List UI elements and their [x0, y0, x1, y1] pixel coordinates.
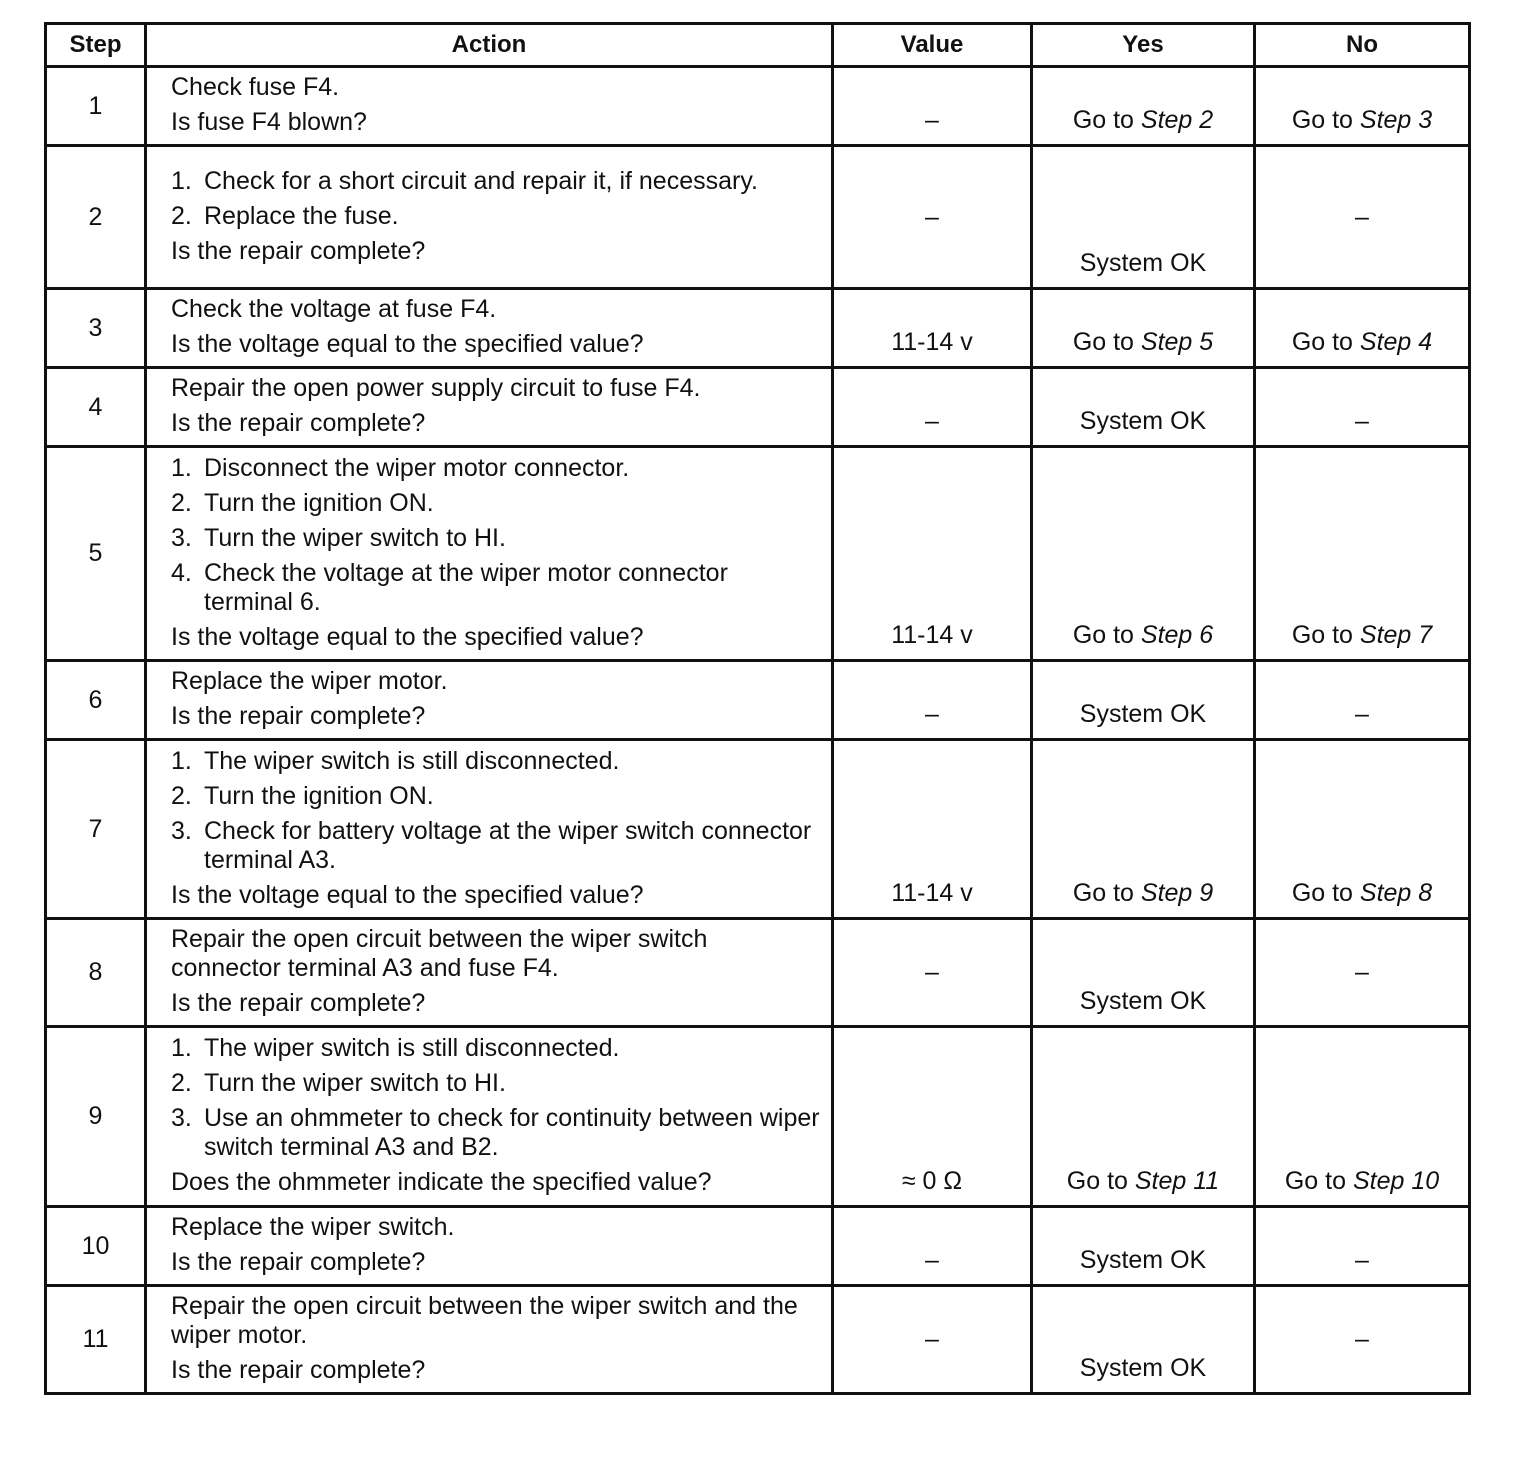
- action-cell: [146, 368, 833, 447]
- yes-cell: [1032, 740, 1255, 919]
- yes-cell: System OK: [1032, 368, 1255, 447]
- action-question: Is the repair complete?: [171, 409, 426, 437]
- table-row: [46, 67, 1470, 146]
- item-number: 3.: [171, 816, 192, 845]
- item-number: 3.: [171, 523, 192, 552]
- no-step-ref: Step 10: [1352, 1167, 1440, 1195]
- no-prefix: Go to: [1291, 328, 1360, 356]
- table-row: [46, 740, 1470, 919]
- value-cell: –: [833, 146, 1032, 289]
- action-cell: [146, 740, 833, 919]
- numbered-item: [171, 486, 821, 521]
- yes-prefix: Go to: [1066, 1167, 1135, 1195]
- numbered-item: [171, 814, 821, 878]
- yes-step-ref: Step 9: [1140, 879, 1214, 907]
- no-cell: [1255, 447, 1470, 661]
- step-number: 8: [46, 919, 146, 1027]
- item-number: 2.: [171, 1069, 192, 1097]
- header-step: Step: [46, 24, 146, 67]
- no-prefix: Go to: [1291, 621, 1360, 649]
- item-text: Check for battery voltage at the wiper switch connector terminal A3.: [204, 816, 812, 874]
- action-text: Replace the wiper switch.: [171, 1213, 455, 1241]
- no-cell: –: [1255, 661, 1470, 740]
- item-number: 2.: [171, 488, 192, 517]
- yes-step-ref: Step 11: [1134, 1167, 1220, 1195]
- item-text: The wiper switch is still disconnected.: [204, 1034, 620, 1062]
- no-step-ref: Step 3: [1359, 106, 1433, 134]
- step-number: 6: [46, 661, 146, 740]
- action-question: Does the ohmmeter indicate the specified value?: [171, 1168, 712, 1196]
- yes-cell: System OK: [1032, 919, 1255, 1027]
- item-text: Use an ohmmeter to check for continuity between wiper switch terminal A3 and B2.: [204, 1104, 820, 1161]
- header-row: [46, 24, 1470, 67]
- table-row: [46, 919, 1470, 1027]
- yes-step-ref: Step 6: [1140, 621, 1214, 649]
- value-cell: 11-14 v: [833, 740, 1032, 919]
- item-number: 3.: [171, 1104, 192, 1132]
- value-cell: 11-14 v: [833, 289, 1032, 368]
- header-yes: Yes: [1032, 24, 1255, 67]
- item-text: Disconnect the wiper motor connector.: [204, 453, 630, 482]
- table-row: [46, 1027, 1470, 1207]
- action-cell: [146, 146, 833, 289]
- yes-cell: [1032, 67, 1255, 146]
- step-number: 10: [46, 1207, 146, 1286]
- action-cell: [146, 661, 833, 740]
- value-cell: –: [833, 1286, 1032, 1394]
- table-row: [46, 368, 1470, 447]
- action-text: Repair the open circuit between the wiper switch and the wiper motor.: [171, 1292, 798, 1349]
- no-cell: [1255, 289, 1470, 368]
- item-text: Turn the ignition ON.: [204, 781, 434, 810]
- no-prefix: Go to: [1284, 1167, 1353, 1195]
- yes-cell: System OK: [1032, 661, 1255, 740]
- table-row: [46, 1207, 1470, 1286]
- action-question: Is fuse F4 blown?: [171, 108, 367, 136]
- item-number: 2.: [171, 201, 192, 230]
- item-number: 1.: [171, 166, 192, 195]
- no-cell: [1255, 67, 1470, 146]
- no-cell: –: [1255, 1286, 1470, 1394]
- no-step-ref: Step 7: [1359, 621, 1433, 649]
- numbered-item: [171, 779, 821, 814]
- action-question: Is the repair complete?: [171, 1356, 426, 1384]
- step-number: 2: [46, 146, 146, 289]
- action-question: Is the repair complete?: [171, 236, 426, 265]
- action-question: Is the repair complete?: [171, 989, 426, 1017]
- numbered-item: [171, 199, 821, 234]
- no-cell: –: [1255, 919, 1470, 1027]
- no-prefix: Go to: [1291, 879, 1360, 907]
- action-cell: [146, 919, 833, 1027]
- no-cell: [1255, 1027, 1470, 1207]
- action-question: Is the voltage equal to the specified value?: [171, 622, 644, 651]
- table-row: [46, 289, 1470, 368]
- value-cell: –: [833, 1207, 1032, 1286]
- header-no: No: [1255, 24, 1470, 67]
- step-number: 5: [46, 447, 146, 661]
- yes-cell: System OK: [1032, 1207, 1255, 1286]
- table-row: [46, 146, 1470, 289]
- yes-prefix: Go to: [1072, 879, 1141, 907]
- item-number: 1.: [171, 453, 192, 482]
- action-question: Is the repair complete?: [171, 702, 426, 730]
- step-number: 7: [46, 740, 146, 919]
- table-row: [46, 447, 1470, 661]
- yes-step-ref: Step 5: [1140, 328, 1214, 356]
- value-cell: ≈ 0 Ω: [833, 1027, 1032, 1207]
- action-cell: [146, 1027, 833, 1207]
- item-text: Turn the wiper switch to HI.: [204, 523, 506, 552]
- no-cell: –: [1255, 1207, 1470, 1286]
- no-step-ref: Step 4: [1359, 328, 1433, 356]
- yes-cell: System OK: [1032, 146, 1255, 289]
- action-cell: [146, 289, 833, 368]
- step-number: 9: [46, 1027, 146, 1207]
- yes-cell: [1032, 1027, 1255, 1207]
- step-number: 4: [46, 368, 146, 447]
- action-cell: [146, 1207, 833, 1286]
- value-cell: –: [833, 919, 1032, 1027]
- item-text: Turn the ignition ON.: [204, 488, 434, 517]
- item-number: 2.: [171, 781, 192, 810]
- no-cell: [1255, 740, 1470, 919]
- action-question: Is the voltage equal to the specified value?: [171, 330, 644, 358]
- table-row: [46, 1286, 1470, 1394]
- numbered-item: [171, 451, 821, 486]
- yes-cell: [1032, 447, 1255, 661]
- step-number: 11: [46, 1286, 146, 1394]
- action-cell: [146, 1286, 833, 1394]
- step-number: 1: [46, 67, 146, 146]
- table-row: [46, 661, 1470, 740]
- no-cell: –: [1255, 368, 1470, 447]
- numbered-item: [171, 1066, 821, 1101]
- yes-cell: [1032, 289, 1255, 368]
- yes-prefix: Go to: [1072, 621, 1141, 649]
- action-text: Check fuse F4.: [171, 73, 340, 101]
- action-question: Is the repair complete?: [171, 1248, 426, 1276]
- yes-prefix: Go to: [1072, 106, 1141, 134]
- action-text: Check the voltage at fuse F4.: [171, 295, 497, 323]
- header-value: Value: [833, 24, 1032, 67]
- item-text: Replace the fuse.: [204, 201, 399, 230]
- yes-prefix: Go to: [1072, 328, 1141, 356]
- value-cell: –: [833, 661, 1032, 740]
- yes-step-ref: Step 2: [1140, 106, 1214, 134]
- action-cell: [146, 447, 833, 661]
- yes-cell: System OK: [1032, 1286, 1255, 1394]
- item-number: 4.: [171, 558, 192, 587]
- item-number: 1.: [171, 746, 192, 775]
- step-number: 3: [46, 289, 146, 368]
- action-text: Repair the open circuit between the wiper switch connector terminal A3 and fuse F4.: [171, 925, 708, 982]
- item-text: Turn the wiper switch to HI.: [204, 1069, 506, 1097]
- value-cell: 11-14 v: [833, 447, 1032, 661]
- no-prefix: Go to: [1291, 106, 1360, 134]
- value-cell: –: [833, 67, 1032, 146]
- value-cell: –: [833, 368, 1032, 447]
- no-step-ref: Step 8: [1359, 879, 1433, 907]
- numbered-item: [171, 1031, 821, 1066]
- item-number: 1.: [171, 1034, 192, 1062]
- numbered-item: [171, 744, 821, 779]
- numbered-item: [171, 164, 821, 199]
- diagnostic-table: [44, 22, 1471, 1395]
- action-text: Replace the wiper motor.: [171, 667, 448, 695]
- action-cell: [146, 67, 833, 146]
- action-text: Repair the open power supply circuit to fuse F4.: [171, 374, 701, 402]
- item-text: Check for a short circuit and repair it, if necessary.: [204, 166, 758, 195]
- numbered-item: [171, 556, 821, 620]
- numbered-item: [171, 521, 821, 556]
- header-action: Action: [146, 24, 833, 67]
- action-question: Is the voltage equal to the specified value?: [171, 880, 644, 909]
- numbered-item: [171, 1101, 821, 1165]
- no-cell: –: [1255, 146, 1470, 289]
- item-text: Check the voltage at the wiper motor connector terminal 6.: [204, 558, 728, 616]
- item-text: The wiper switch is still disconnected.: [204, 746, 620, 775]
